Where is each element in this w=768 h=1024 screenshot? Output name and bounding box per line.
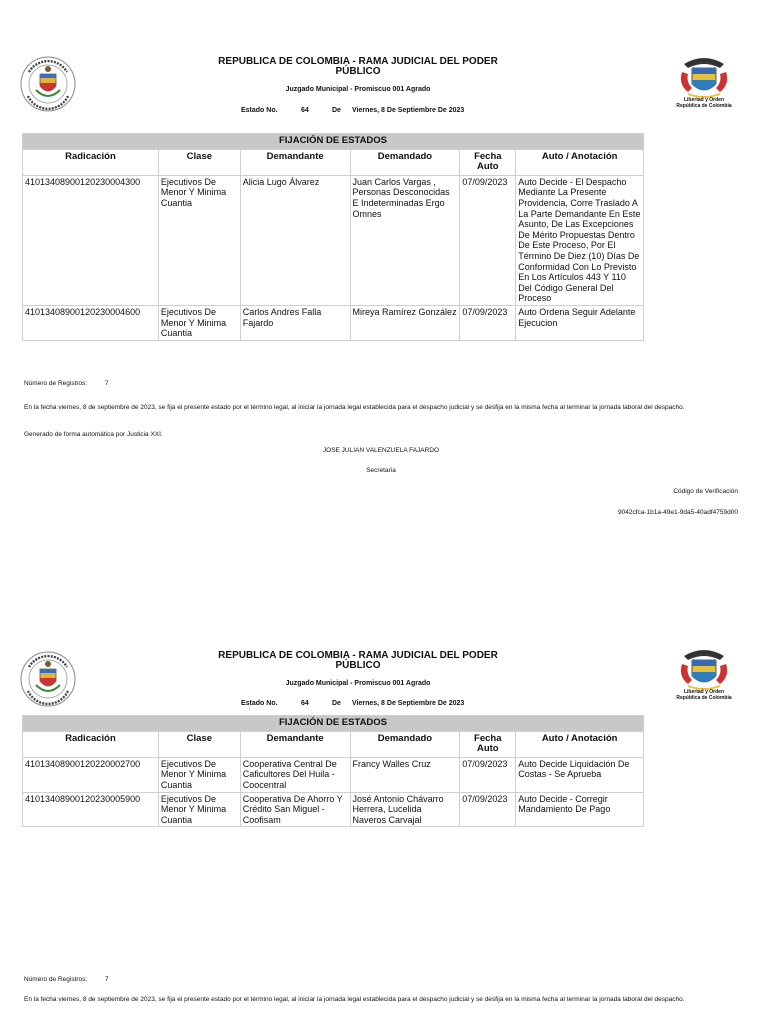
verification-label: Código de Verificación [673, 488, 738, 495]
cell-fecha: 07/09/2023 [460, 792, 516, 827]
cell-clase: Ejecutivos De Menor Y Minima Cuantia [158, 175, 240, 305]
fijacion-notice: En la fecha viernes, 8 de septiembre de 2023, se fija el presente estado por el término legal, al iniciar la jornada legal establecida para el despacho judicial y se desfija en la misma fecha al terminar la jornada laboral del despacho. [24, 404, 685, 411]
col-radicacion: Radicación [23, 149, 159, 175]
cell-demandado: Juan Carlos Vargas , Personas Desconocidas E Indeterminadas Ergo Omnes [350, 175, 460, 305]
generated-note: Generado de forma automática por Justicia XXI. [24, 431, 163, 438]
table-banner: FIJACIÓN DE ESTADOS [23, 134, 644, 150]
verification-code: 9042cfca-1b1a-49e1-9da5-40adf4759d00 [618, 509, 738, 516]
cell-radicacion: 41013408900120230004600 [23, 305, 159, 340]
table-banner: FIJACIÓN DE ESTADOS [23, 716, 644, 732]
de-label: De [332, 700, 341, 707]
table-header-row [23, 731, 644, 757]
col-radicacion: Radicación [23, 731, 159, 757]
estado-number: 64 [301, 700, 309, 707]
table-row [23, 175, 644, 305]
cell-clase: Ejecutivos De Menor Y Minima Cuantia [158, 792, 240, 827]
signer-role: Secretaria [366, 467, 396, 474]
cell-demandante: Carlos Andres Falla Fajardo [240, 305, 350, 340]
cell-fecha: 07/09/2023 [460, 305, 516, 340]
coat-of-arms-motto [668, 690, 740, 701]
title-line-2: PÚBLICO [335, 660, 381, 671]
col-auto-anotacion: Auto / Anotación [516, 149, 644, 175]
title-line-2: PÚBLICO [335, 66, 381, 77]
estado-date: Viernes, 8 De Septiembre De 2023 [352, 700, 465, 707]
cell-demandado: Mireya Ramírez González [350, 305, 460, 340]
page-title [200, 57, 516, 77]
table-row [23, 305, 644, 340]
cell-radicacion: 41013408900120220002700 [23, 757, 159, 792]
estado-label: Estado No. [241, 107, 278, 114]
cell-radicacion: 41013408900120230005900 [23, 792, 159, 827]
col-demandante: Demandante [240, 149, 350, 175]
col-demandado: Demandado [350, 731, 460, 757]
signer-name: JOSE JULIAN VALENZUELA FAJARDO [322, 447, 440, 454]
cell-auto: Auto Decide - El Despacho Mediante La Presente Providencia, Corre Traslado A La Parte Demandante En Este Asunto, De Las Excepciones De Mérito Propuestas Dentro De Este Proceso, Por El Término De Diez (10) Días De Conformidad Con Lo Previsto En Los Artículos 443 Y 110 Del Código General Del Proceso [516, 175, 644, 305]
fijacion-notice: En la fecha viernes, 8 de septiembre de 2023, se fija el presente estado por el término legal, al iniciar la jornada legal establecida para el despacho judicial y se desfija en la misma fecha al terminar la jornada laboral del despacho. [24, 996, 685, 1003]
cell-demandado: José Antonio Chávarro Herrera, Lucelida Naveros Carvajal [350, 792, 460, 827]
col-fecha-auto: Fecha Auto [460, 731, 516, 757]
registros-value: 7 [105, 976, 109, 983]
motto-line-2: República de Colombia [676, 102, 732, 109]
cell-auto: Auto Decide Liquidación De Costas - Se Aprueba [516, 757, 644, 792]
estado-date: Viernes, 8 De Septiembre De 2023 [352, 107, 465, 114]
col-demandado: Demandado [350, 149, 460, 175]
cell-fecha: 07/09/2023 [460, 175, 516, 305]
page-title [200, 651, 516, 671]
registros-label: Número de Registros: [24, 976, 88, 983]
registros-label: Número de Registros: [24, 380, 88, 387]
cell-demandante: Alicia Lugo Álvarez [240, 175, 350, 305]
table-row [23, 792, 644, 827]
cell-demandado: Francy Walles Cruz [350, 757, 460, 792]
fijacion-table [22, 715, 644, 827]
table-header-row [23, 149, 644, 175]
table-row [23, 757, 644, 792]
coat-of-arms-motto [668, 98, 740, 109]
cell-auto: Auto Ordena Seguir Adelante Ejecucion [516, 305, 644, 340]
fijacion-table [22, 133, 644, 341]
col-clase: Clase [158, 149, 240, 175]
cell-demandante: Cooperativa Central De Caficultores Del Huila - Coocentral [240, 757, 350, 792]
col-demandante: Demandante [240, 731, 350, 757]
cell-clase: Ejecutivos De Menor Y Minima Cuantia [158, 757, 240, 792]
cell-demandante: Cooperativa De Ahorro Y Crédito San Miguel - Coofisam [240, 792, 350, 827]
court-name: Juzgado Municipal - Promiscuo 001 Agrado [285, 86, 431, 93]
motto-line-2: República de Colombia [676, 694, 732, 701]
cell-radicacion: 41013408900120230004300 [23, 175, 159, 305]
de-label: De [332, 107, 341, 114]
cell-fecha: 07/09/2023 [460, 757, 516, 792]
rama-judicial-seal-icon [20, 56, 76, 112]
registros-value: 7 [105, 380, 109, 387]
cell-clase: Ejecutivos De Menor Y Minima Cuantia [158, 305, 240, 340]
col-clase: Clase [158, 731, 240, 757]
title-line-1: REPUBLICA DE COLOMBIA - RAMA JUDICIAL DEL PODER [218, 650, 498, 661]
court-name: Juzgado Municipal - Promiscuo 001 Agrado [285, 680, 431, 687]
rama-judicial-seal-icon [20, 651, 76, 707]
cell-auto: Auto Decide - Corregir Mandamiento De Pago [516, 792, 644, 827]
motto-line-1: Libertad y Orden [683, 689, 724, 695]
estado-label: Estado No. [241, 700, 278, 707]
motto-line-1: Libertad y Orden [683, 97, 724, 103]
col-auto-anotacion: Auto / Anotación [516, 731, 644, 757]
col-fecha-auto: Fecha Auto [460, 149, 516, 175]
title-line-1: REPUBLICA DE COLOMBIA - RAMA JUDICIAL DEL PODER [218, 56, 498, 67]
estado-number: 64 [301, 107, 309, 114]
